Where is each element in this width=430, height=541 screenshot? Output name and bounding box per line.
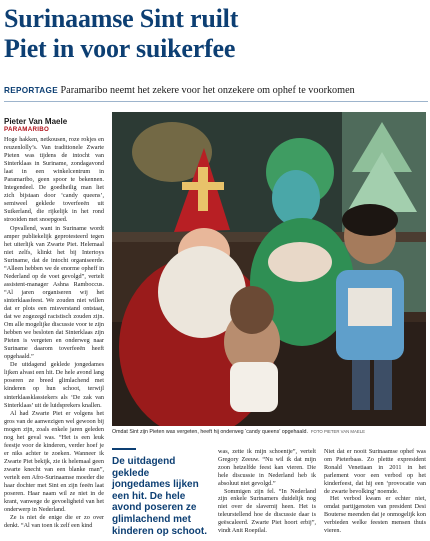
headline-line-2: Piet in voor suikerfee xyxy=(4,34,236,63)
header-rule xyxy=(4,101,428,102)
paragraph: Hoge hakken, netkousen, roze rokjes en reuzenlolly’s. Van traditionele Zwarte Pieten was tijdens de intocht van Sinterklaas in Suriname, zondagavond laat in een winkelcentrum in Paramaribo, geen spoor te bekennen. Integendeel. De goedheilig man liet zich bijstaan door ‘candy queens’, semiweel geklede toverfeeën uit Suikerland, die rijkelijk in het rond strooiden met snoepgoed. xyxy=(4,136,104,224)
paragraph: Het verbod kwam er echter niet, omdat partijgenoten van president Desi Bouterse meenden dat je onmogelijk kon verbieden welke feesten mensen thuis vieren. xyxy=(324,495,426,535)
paragraph: was, zette ik mijn schoentje”, vertelt Gregory Zeeuw. “Nu wil ik dat mijn zoon hetzelfde feest kan vieren. Die hele discussie in Nederland heb ik absoluut niet gevolgd.” xyxy=(218,448,316,487)
section-label: REPORTAGE xyxy=(4,86,58,95)
deck xyxy=(4,84,428,97)
photo-caption xyxy=(112,428,426,436)
pull-quote-text: De uitdagend geklede jongedames lijken een hit. De hele avond poseren ze glimlachend met kinderen op schoot. xyxy=(112,456,208,537)
headline-line-1: Surinaamse Sint ruilt xyxy=(4,4,239,33)
headline xyxy=(4,4,428,64)
dateline: PARAMARIBO xyxy=(4,126,50,133)
article-photo xyxy=(112,112,426,426)
byline: Pieter Van Maele xyxy=(4,117,68,126)
paragraph: Niet dat er nooit Surinaamse ophef was om Pieterbaas. Zo plettte expresident Ronald Venetiaan in 2011 in het parlement voor een verbod op het kinderfeest, dat hij een ‘provocatie van de zwarte bevolking’ noemde. xyxy=(324,448,426,495)
paragraph: Al had Zwarte Piet er volgens het gros van de aanwezigen wel gewoon bij mogen zijn, zoals enkele jaren geleden nog het geval was. “Het is een leuk feestje voor de kinderen, verder hoef je er niks achter te zoeken. Wanneer ik Zwarte Piet bekijk, zie ik helemaal geen zwarte knecht van een blanke man”, vertelt een Afro-Surinaamse moeder die haar dochter met Sint en zijn feeën laat poseren. Haar naam wil ze niet in de krant, vanwege de gevoeligheid van het onderwerp in Nederland. xyxy=(4,409,104,514)
photo-credit: FOTO PIETER VAN MAELE xyxy=(310,429,365,434)
photo-illustration xyxy=(112,112,426,426)
paragraph: Ze is niet de enige die er zo over denkt. “Al van toen ik zelf een kind xyxy=(4,514,104,530)
paragraph: Opvallend, want in Suriname wordt amper publiekelijk geprotesteerd tegen het uiterlijk van Zwarte Piet. Helemaal niet zelfs, klinkt het bij Intertoys Suriname, dat de intocht organiseerde. “Alleen hebben we de enorme opheff in Nederland op de voet gevolgd”, vertelt assistent-manager Ashna Ramboccus. “Al jaren organiseren wij het sinterklaasfeest. We zouden niet willen dat er plots een misverstand ontstaat, dat we zogezegd racistisch zouden zijn. Om alle mogelijke discussie voor te zijn hebben we besloten dat Sinterklaas zijn Pieten is vergeten en onderweg naar Suriname daarom toverfeeën heeft opgehaald.” xyxy=(4,224,104,361)
deck-text: Paramaribo neemt het zekere voor het onzekere om ophef te voorkomen xyxy=(60,85,355,96)
article-column-4 xyxy=(324,448,426,535)
pull-quote xyxy=(112,448,208,537)
article-column-1 xyxy=(4,136,104,530)
paragraph: Sommigen zijn fel. “In Nederland zijn enkele Surinamers duidelijk nog niet over de slavernij heen. Het is teleurstellend hoe de discussie daar is geëscaleerd. Zwarte Piet hoort erbij”, vindt Anit Roepilal. xyxy=(218,487,316,535)
article-column-3 xyxy=(218,448,316,535)
caption-text: Omdat Sint zijn Pieten was vergeten, heeft hij onderweg ‘candy queens’ opgehaald. xyxy=(112,429,308,435)
pull-quote-bar xyxy=(112,448,136,450)
paragraph: De uitdagend geklede jongedames lijken alvast een hit. De hele avond lang poseren ze breed glimlachend met kinderen op hun schoot, terwijl sinterklaasklassiekers als ‘De zak van Sinterklaas’ uit de luidsprekers knallen. xyxy=(4,361,104,409)
